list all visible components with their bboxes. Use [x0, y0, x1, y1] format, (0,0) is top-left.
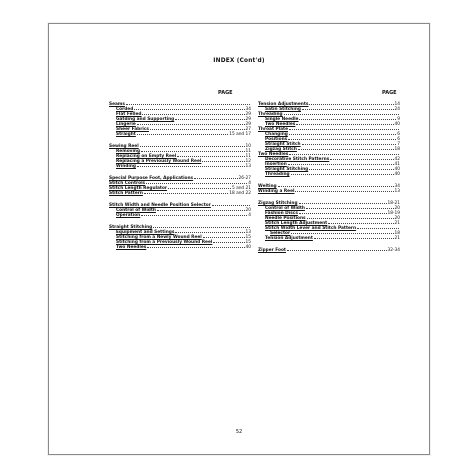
dot-leader	[299, 203, 387, 204]
right-page-column-header: PAGE	[382, 90, 397, 96]
dot-leader	[177, 156, 244, 157]
entry-page: 15	[245, 240, 251, 245]
entry-label: Zigzag Stitching	[258, 201, 298, 206]
dot-leader	[289, 154, 399, 155]
dot-leader	[302, 109, 394, 110]
entry-label: Fashion Discs	[265, 211, 298, 216]
dot-leader	[153, 227, 250, 228]
entry-label: Sewing Reel	[109, 144, 139, 149]
entry-page: 34	[245, 107, 251, 112]
entry-label: Zipper Foot	[258, 248, 286, 253]
dot-leader	[137, 166, 245, 167]
entry-label: Control of Width	[265, 206, 305, 211]
entry-page: 26-27	[238, 176, 251, 181]
entry-label: Replacing on Empty Reel	[116, 154, 177, 159]
dot-leader	[296, 124, 393, 125]
index-section	[109, 203, 251, 218]
index-entry	[258, 172, 400, 177]
dot-leader	[141, 151, 244, 152]
index-entry	[258, 189, 400, 194]
dot-leader	[175, 232, 244, 233]
entry-label: Positions	[265, 137, 288, 142]
entry-label: Stitch Length Regulator	[109, 186, 168, 191]
entry-label: Corded	[116, 107, 134, 112]
index-entry	[109, 132, 251, 137]
entry-label: Control of Width	[116, 208, 156, 213]
dot-leader	[157, 210, 245, 211]
entry-label: Equipment and Settings	[116, 230, 175, 235]
entry-label: Zigzag Stitch	[265, 147, 297, 152]
entry-page: 27	[245, 127, 251, 132]
entry-label: Insertion	[265, 162, 287, 167]
entry-label: Two Needles	[258, 152, 289, 157]
entry-page: 4	[248, 181, 251, 186]
index-section	[258, 248, 400, 253]
document-page	[48, 23, 430, 455]
entry-label: Changing	[265, 132, 288, 137]
entry-label: Straight Stitch	[265, 142, 301, 147]
entry-label: Single Needle	[265, 117, 299, 122]
entry-label: Needle Positions	[265, 216, 306, 221]
entry-label: Straight Stitching	[109, 225, 153, 230]
entry-label: Straight Stitching	[265, 167, 309, 172]
entry-page: 21	[394, 221, 400, 226]
index-section	[258, 102, 400, 177]
index-entry	[109, 245, 251, 250]
dot-leader	[288, 139, 396, 140]
dot-leader	[150, 129, 245, 130]
dot-leader	[289, 129, 399, 130]
entry-page: 24	[394, 107, 400, 112]
dot-leader	[309, 169, 393, 170]
dot-leader	[137, 124, 245, 125]
entry-page: 18 and 22	[229, 191, 251, 196]
entry-page: 11	[245, 149, 251, 154]
index-left-column	[109, 102, 251, 257]
entry-label: Two Needles	[265, 122, 296, 127]
entry-page: 4	[248, 213, 251, 218]
entry-page: 18-21	[387, 201, 400, 206]
entry-page: 40	[394, 122, 400, 127]
entry-page: 18-19	[387, 211, 400, 216]
entry-label: Satin Stitching	[265, 107, 301, 112]
dot-leader	[284, 114, 399, 115]
index-entry	[258, 248, 400, 253]
entry-label: Replacing a Previously Wound Reel	[116, 159, 202, 164]
dot-leader	[141, 215, 247, 216]
entry-page: 40	[245, 245, 251, 250]
index-section	[109, 225, 251, 250]
dot-leader	[194, 178, 237, 179]
entry-label: Stitch Controls	[109, 181, 146, 186]
entry-label: Stitching from a Previously Wound Reel	[116, 240, 213, 245]
dot-leader	[299, 119, 396, 120]
entry-page: 34	[394, 184, 400, 189]
entry-page: 42	[394, 157, 400, 162]
dot-leader	[309, 104, 393, 105]
dot-leader	[147, 247, 244, 248]
entry-label: Stitch Width Lever and Stitch Pattern	[265, 226, 357, 231]
entry-label: Winding	[116, 164, 136, 169]
dot-leader	[126, 104, 250, 105]
entry-page: 32-34	[387, 248, 400, 253]
left-page-column-header: PAGE	[218, 90, 233, 96]
entry-page: 11	[245, 154, 251, 159]
entry-page: 21	[394, 236, 400, 241]
entry-label: Winding a Reel	[258, 189, 295, 194]
dot-leader	[291, 174, 394, 175]
entry-page: 41	[394, 162, 400, 167]
dot-leader	[287, 250, 387, 251]
dot-leader	[295, 191, 393, 192]
entry-label: Special Purpose Foot, Applications	[109, 176, 194, 181]
entry-label: Stitch Pattern	[109, 191, 143, 196]
entry-page: 20	[394, 206, 400, 211]
dot-leader	[328, 223, 393, 224]
entry-label: Stitch Width and Needle Position Selector	[109, 203, 211, 208]
entry-label: Stitching from a Newly Wound Reel	[116, 235, 202, 240]
index-entry	[258, 236, 400, 241]
index-entry	[109, 213, 251, 218]
dot-leader	[288, 164, 394, 165]
index-section	[109, 144, 251, 169]
entry-label: Tension Adjustments	[258, 102, 309, 107]
index-right-column	[258, 102, 400, 260]
dot-leader	[289, 134, 396, 135]
entry-page: 18	[394, 147, 400, 152]
dot-leader	[330, 159, 393, 160]
entry-page: 6	[397, 137, 400, 142]
entry-page: 14	[394, 102, 400, 107]
dot-leader	[146, 183, 247, 184]
page-number: 52	[235, 429, 243, 435]
entry-label: Straight	[116, 132, 136, 137]
index-section	[258, 201, 400, 241]
dot-leader	[302, 144, 397, 145]
entry-label: Welting	[258, 184, 277, 189]
dot-leader	[203, 237, 245, 238]
entry-label: Gatding and Supporting	[116, 117, 175, 122]
page-title: INDEX (Cont'd)	[213, 58, 265, 64]
dot-leader	[140, 146, 245, 147]
dot-leader	[307, 218, 394, 219]
index-section	[109, 176, 251, 196]
dot-leader	[144, 193, 228, 194]
index-section	[258, 184, 400, 194]
entry-label: Lingerie	[116, 122, 136, 127]
entry-page: 10	[245, 144, 251, 149]
dot-leader	[298, 149, 394, 150]
entry-label: Seams	[109, 102, 125, 107]
entry-label: Threading	[265, 172, 290, 177]
dot-leader	[314, 238, 394, 239]
dot-leader	[278, 186, 394, 187]
dot-leader	[291, 233, 393, 234]
entry-label: Two Needles	[116, 245, 147, 250]
entry-label: Flat Felled	[116, 112, 142, 117]
dot-leader	[168, 188, 231, 189]
entry-page: 20	[245, 208, 251, 213]
entry-page: 7	[397, 142, 400, 147]
entry-page: 20	[394, 216, 400, 221]
entry-page: 5 and 21	[231, 186, 251, 191]
entry-page: 15	[245, 235, 251, 240]
entry-label: Removing	[116, 149, 141, 154]
entry-label: Throat Plate	[258, 127, 289, 132]
entry-page: 40	[394, 172, 400, 177]
entry-page: 29	[245, 122, 251, 127]
entry-label: Tension Adjustment	[265, 236, 313, 241]
dot-leader	[142, 114, 244, 115]
dot-leader	[175, 119, 244, 120]
index-entry	[109, 164, 251, 169]
dot-leader	[213, 242, 244, 243]
index-entry	[109, 191, 251, 196]
entry-page: 15 and 17	[229, 132, 251, 137]
dot-leader	[306, 208, 394, 209]
index-section	[109, 102, 251, 137]
dot-leader	[212, 205, 250, 206]
entry-label: Decorative Stitch Patterns	[265, 157, 330, 162]
entry-label: Threading	[258, 112, 283, 117]
entry-page: 9	[397, 117, 400, 122]
dot-leader	[134, 109, 244, 110]
entry-page: 13	[245, 230, 251, 235]
entry-page: 12	[245, 159, 251, 164]
entry-label: Selector	[270, 231, 291, 236]
dot-leader	[357, 228, 399, 229]
entry-page: 6	[397, 132, 400, 137]
dot-leader	[202, 161, 244, 162]
entry-label: Sheer Fabrics	[116, 127, 149, 132]
entry-page: 29	[245, 112, 251, 117]
entry-page: 18	[394, 231, 400, 236]
dot-leader	[137, 134, 228, 135]
entry-page: 13	[245, 164, 251, 169]
entry-page: 40	[394, 167, 400, 172]
entry-page: 29	[245, 117, 251, 122]
entry-label: Operation	[116, 213, 141, 218]
dot-leader	[299, 213, 387, 214]
entry-page: 13	[394, 189, 400, 194]
entry-label: Stitch Length Adjustment	[265, 221, 328, 226]
